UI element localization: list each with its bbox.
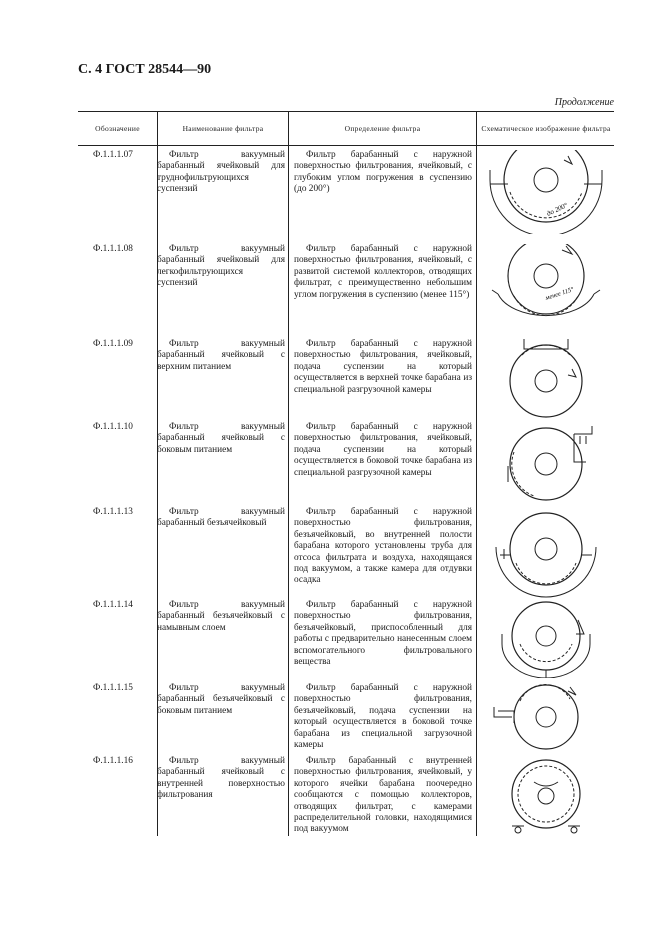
filter-name: Фильтр вакуумный барабанный ячейковый с внутренней поверхностью фильтрования	[157, 756, 285, 801]
drum-precoat-diagram	[484, 600, 614, 678]
filter-table	[78, 111, 614, 836]
filter-name: Фильтр вакуумный барабанный ячейковый для труднофильтрующихся суспензий	[157, 150, 285, 195]
filter-name: Фильтр вакуумный барабанный ячейковый с верхним питанием	[157, 339, 285, 372]
drum-internal-surface-diagram	[484, 756, 614, 836]
column-header-definition: Определение фильтра	[344, 123, 421, 133]
filter-code: Ф.1.1.1.13	[93, 507, 133, 517]
drum-shallow-immersion-diagram	[484, 244, 614, 328]
continued-label: Продолжение	[554, 97, 614, 108]
filter-code: Ф.1.1.1.07	[93, 150, 133, 160]
filter-name: Фильтр вакуумный барабанный безъячейковый с боковым питанием	[157, 683, 285, 716]
filter-definition: Фильтр барабанный с наружной поверхностью фильтрования, ячейковый, с развитой системой коллекторов, отводящих фильтрат, с преимущественно небольшим углом погружения в суспензию (менее 115°)	[294, 244, 472, 300]
filter-code: Ф.1.1.1.09	[93, 339, 133, 349]
column-header-diagram: Схематическое изображение фильтра	[481, 123, 611, 133]
drum-side-feed-diagram	[484, 422, 614, 506]
filter-code: Ф.1.1.1.14	[93, 600, 133, 610]
column-header-code: Обозначение	[95, 123, 140, 133]
filter-definition: Фильтр барабанный с наружной поверхностью фильтрования, ячейковый, с глубоким углом погружения в суспензию (до 200°)	[294, 150, 472, 195]
filter-definition: Фильтр барабанный с наружной поверхностью фильтрования, ячейковый, подача суспензии на который осуществляется в верхней точке барабана из специальной разгрузочной камеры	[294, 339, 472, 395]
filter-name: Фильтр вакуумный барабанный безъячейковый	[157, 507, 285, 529]
filter-code: Ф.1.1.1.08	[93, 244, 133, 254]
table-header-rule	[78, 145, 614, 146]
column-divider	[157, 111, 158, 836]
filter-name: Фильтр вакуумный барабанный ячейковый для легкофильтрующихся суспензий	[157, 244, 285, 289]
filter-code: Ф.1.1.1.10	[93, 422, 133, 432]
svg-text:до 200°: до 200°	[545, 201, 569, 218]
column-divider	[476, 111, 477, 836]
filter-code: Ф.1.1.1.16	[93, 756, 133, 766]
drum-top-feed-diagram	[484, 339, 614, 423]
filter-definition: Фильтр барабанный с наружной поверхностью фильтрования, безъячейковый, подача суспензии на который осуществляется в боковой точке барабана из специальной загрузочной камеры	[294, 683, 472, 751]
filter-definition: Фильтр барабанный с внутренней поверхностью фильтрования, ячейковый, у которого ячейки барабана поочередно сообщаются с помощью коллекторов, отводящих фильтрат, с камерами распределительной головки, находящимися под вакуумом	[294, 756, 472, 835]
filter-definition: Фильтр барабанный с наружной поверхностью фильтрования, ячейковый, подача суспензии на который осуществляется в боковой точке барабана из специальной разгрузочной камеры	[294, 422, 472, 478]
filter-code: Ф.1.1.1.15	[93, 683, 133, 693]
column-header-name: Наименование фильтра	[182, 123, 264, 133]
filter-definition: Фильтр барабанный с наружной поверхностью фильтрования, безъячейковый, приспособленный для работы с предварительно нанесенным слоем вспомогательного фильтровального вещества	[294, 600, 472, 668]
filter-definition: Фильтр барабанный с наружной поверхностью фильтрования, безъячейковый, во внутренней полости барабана которого установлены труба для отсоса фильтрата и воздуха, находящаяся под вакуумом, а также камера для отдувки осадка	[294, 507, 472, 586]
filter-name: Фильтр вакуумный барабанный ячейковый с боковым питанием	[157, 422, 285, 455]
svg-text:менее 115°: менее 115°	[544, 286, 575, 302]
page-header: С. 4 ГОСТ 28544—90	[78, 62, 212, 77]
filter-name: Фильтр вакуумный барабанный безъячейковый с намывным слоем	[157, 600, 285, 633]
drum-cellless-side-feed-diagram	[484, 683, 614, 755]
drum-deep-immersion-diagram	[484, 150, 614, 234]
column-divider	[288, 111, 289, 836]
drum-cellless-diagram	[484, 507, 614, 603]
